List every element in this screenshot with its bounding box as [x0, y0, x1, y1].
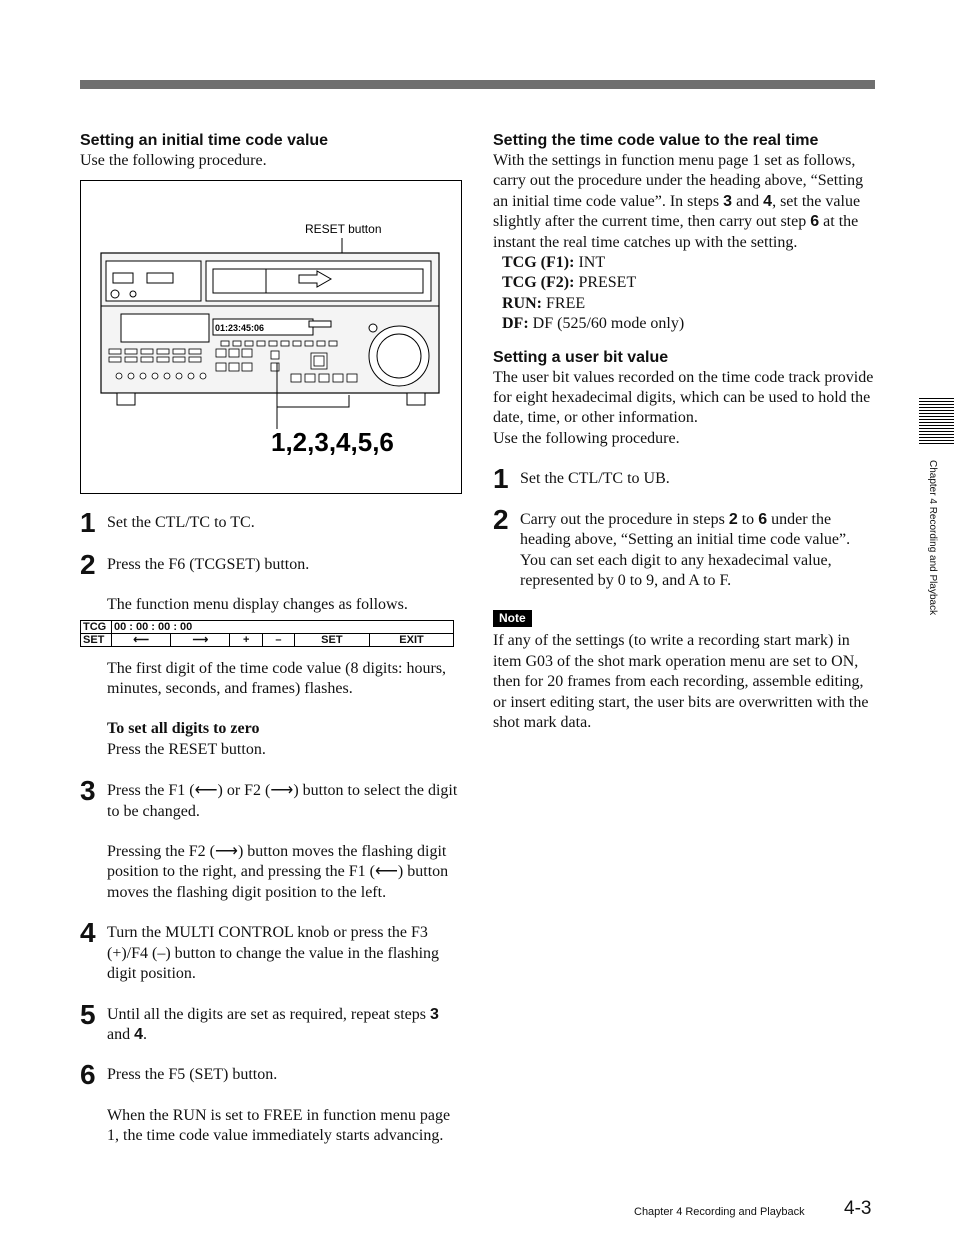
step-2-cont: [80, 659, 465, 761]
step-number: 3: [80, 775, 96, 807]
menu-f2-right: ⟶: [171, 633, 230, 646]
menu-tcg-value: 00 : 00 : 00 : 00: [112, 620, 454, 633]
chapter-tab-marker: [919, 398, 954, 446]
side-chapter-label: Chapter 4 Recording and Playback: [927, 460, 938, 616]
setting-item: TCG (F2): PRESET: [502, 274, 637, 292]
ub-step-2: [493, 503, 878, 592]
step-4: [80, 917, 465, 984]
right-column: [493, 130, 878, 733]
menu-f4-minus: –: [263, 633, 295, 646]
step-subtext: Press the RESET button.: [107, 740, 266, 758]
menu-f6-exit: EXIT: [370, 633, 454, 646]
step-number: 2: [80, 548, 96, 580]
menu-set-label: SET: [81, 633, 112, 646]
setting-item: DF: DF (525/60 mode only): [502, 315, 685, 333]
section-heading: Setting an initial time code value: [80, 132, 329, 149]
body-text: With the settings in function menu page 1 set as follows, carry out the procedure under the heading above, “Setting an initial time code value”. In steps 3 and 4, set the value slightly after the current time, then carry out step 6 at the instant the real time catches up with the setting.: [493, 152, 864, 251]
step-text: Until all the digits are set as required, repeat steps 3 and 4.: [107, 1005, 439, 1043]
steps-callout: 1,2,3,4,5,6: [271, 427, 394, 458]
intro-text: Use the following procedure.: [80, 152, 267, 169]
section-heading: Setting the time code value to the real time: [493, 132, 819, 149]
setting-item: RUN: FREE: [502, 294, 586, 312]
menu-f1-left: ⟵: [112, 633, 171, 646]
step-subtext: The function menu display changes as follows.: [107, 596, 408, 614]
step-text: Press the F5 (SET) button.: [107, 1066, 278, 1084]
body-text: The user bit values recorded on the time code track provide for eight hexadecimal digits, which can be used to hold the date, time, or other information.: [493, 368, 874, 427]
step-number: 5: [80, 998, 96, 1030]
step-number: 4: [80, 917, 96, 949]
step-2: [80, 548, 465, 616]
step-subtext: The first digit of the time code value (8 digits: hours, minutes, seconds, and frames) flashes.: [107, 659, 447, 698]
step-number: 1: [493, 463, 509, 495]
step-number: 2: [493, 503, 509, 535]
step-5: [80, 998, 465, 1046]
reset-button-label: RESET button: [305, 222, 382, 237]
step-6: [80, 1059, 465, 1146]
left-column: [80, 130, 465, 1147]
step-text: Press the F1 (⟵) or F2 (⟶) button to select the digit to be changed.: [107, 782, 458, 820]
step-text: Press the F6 (TCGSET) button.: [107, 555, 310, 573]
setting-item: TCG (F1): INT: [502, 254, 606, 272]
page-number: 4-3: [844, 1198, 872, 1219]
note-badge: Note: [493, 610, 532, 627]
step-text: Set the CTL/TC to UB.: [520, 470, 670, 488]
note-text: If any of the settings (to write a recording start mark) in item G03 of the shot mark operation menu are set to ON, then for 20 frames from each recording, assemble editing, or insert editing start, the user bits are overwritten with the shot mark data.: [493, 632, 869, 731]
menu-f3-plus: +: [230, 633, 263, 646]
function-menu-display: [80, 620, 454, 647]
section-heading: Setting a user bit value: [493, 348, 669, 366]
step-1: [80, 507, 465, 539]
step-text: Set the CTL/TC to TC.: [107, 514, 255, 532]
subheading: To set all digits to zero: [107, 720, 260, 738]
body-text: Use the following procedure.: [493, 429, 680, 447]
menu-tcg-label: TCG: [81, 620, 112, 633]
vtr-illustration: [81, 181, 461, 493]
step-text: Turn the MULTI CONTROL knob or press the F3 (+)/F4 (–) button to change the value in the flashing digit position.: [107, 924, 440, 983]
ub-step-1: [493, 463, 878, 495]
footer-chapter: Chapter 4 Recording and Playback: [634, 1206, 805, 1218]
step-number: 1: [80, 507, 96, 539]
step-subtext: When the RUN is set to FREE in function menu page 1, the time code value immediately starts advancing.: [107, 1106, 451, 1145]
step-subtext: Pressing the F2 (⟶) button moves the flashing digit position to the right, and pressing the F1 (⟵) button moves the flashing digit position to the left.: [107, 843, 449, 901]
settings-list: [493, 253, 878, 335]
header-rule: [80, 80, 875, 89]
step-number: 6: [80, 1059, 96, 1091]
tc-display: 01:23:45:06: [215, 323, 265, 334]
step-3: [80, 775, 465, 903]
menu-f5-set: SET: [294, 633, 369, 646]
step-text: Carry out the procedure in steps 2 to 6 under the heading above, “Setting an initial time code value”.: [520, 510, 851, 549]
vtr-figure: [80, 180, 462, 494]
step-subtext: You can set each digit to any hexadecimal value, represented by 0 to 9, and A to F.: [520, 551, 832, 589]
